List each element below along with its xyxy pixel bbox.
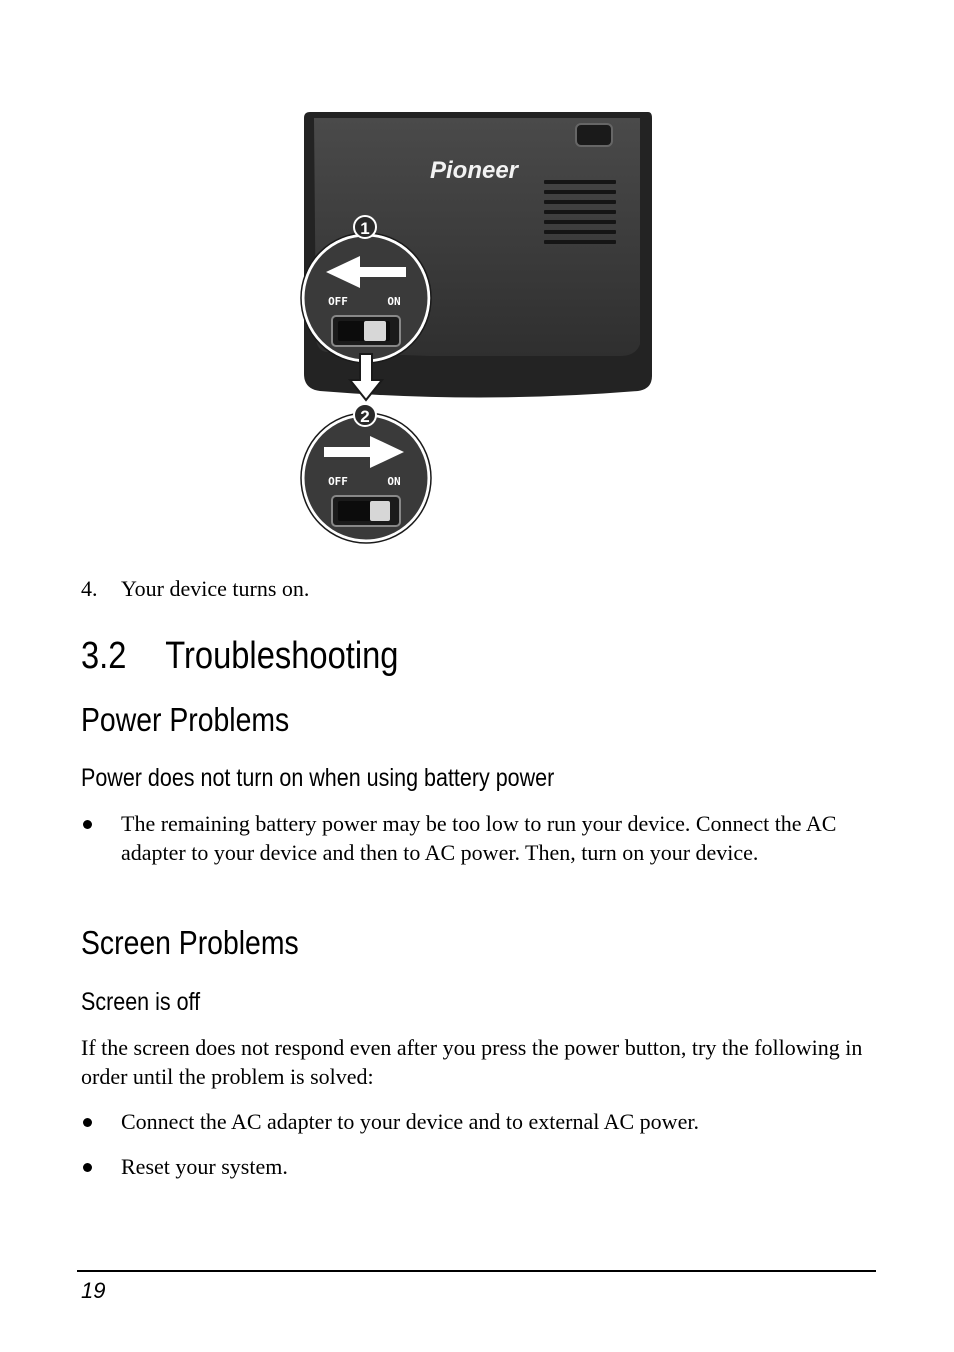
step-text: Your device turns on. (121, 576, 310, 601)
screen-problems-subheading: Screen is off (81, 988, 201, 1016)
step2-off-label: OFF (328, 475, 348, 488)
bullet-text: The remaining battery power may be too low to run your device. Connect the AC adapter to your device and then to AC power. Then, turn on your device. (121, 811, 837, 865)
bullet-dot (83, 820, 92, 829)
page-number: 19 (81, 1278, 106, 1303)
bullet-text: Reset your system. (121, 1154, 288, 1179)
bullet-text: Connect the AC adapter to your device and to external AC power. (121, 1109, 699, 1134)
step2-badge (354, 404, 376, 426)
device-power-switch-illustration (300, 104, 656, 544)
section-number: 3.2 (81, 635, 127, 677)
screen-problems-bullet-1 (81, 1107, 881, 1136)
step1-off-label: OFF (328, 295, 348, 308)
svg-text:1: 1 (360, 219, 370, 238)
step-number: 4. (81, 576, 98, 601)
step2-on-label: ON (387, 475, 401, 488)
power-problems-subheading: Power does not turn on when using battery power (81, 764, 555, 792)
power-problems-heading: Power Problems (81, 701, 290, 738)
section-title: Troubleshooting (165, 635, 399, 677)
step1-on-label: ON (387, 295, 401, 308)
screen-problems-bullet-2 (81, 1152, 881, 1181)
svg-text:2: 2 (360, 407, 370, 426)
step2-switch-zoom (301, 413, 431, 543)
section-heading (81, 630, 398, 682)
step1-badge (354, 216, 376, 238)
bullet-dot (83, 1163, 92, 1172)
bullet-dot (83, 1118, 92, 1127)
step1-switch-zoom (301, 233, 431, 363)
footer-rule (77, 1270, 876, 1272)
brand-logo: Pioneer (429, 157, 519, 184)
screen-problems-intro: If the screen does not respond even after you press the power button, try the following in order until the problem is solved: (81, 1035, 863, 1089)
power-problems-bullet (81, 809, 881, 867)
screen-problems-heading: Screen Problems (81, 924, 299, 961)
